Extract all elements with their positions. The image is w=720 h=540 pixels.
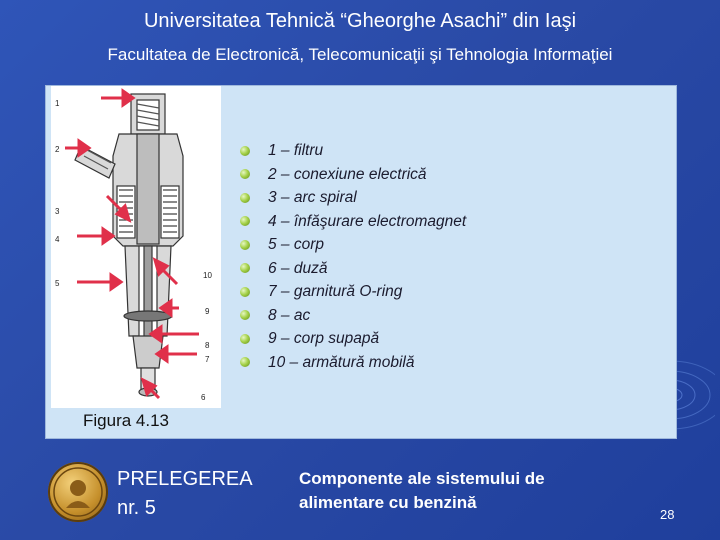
arrow-icon <box>151 327 199 341</box>
arrow-icon <box>157 347 197 361</box>
university-seal-icon <box>48 462 108 522</box>
arrow-icon <box>101 91 133 105</box>
figure-label: 3 <box>55 207 60 216</box>
figure-label: 1 <box>55 99 60 108</box>
lecture-title: PRELEGEREA <box>117 468 253 490</box>
list-item: 3 – arc spiral <box>238 186 466 210</box>
faculty-subtitle: Facultatea de Electronică, Telecomunicaţii şi Tehnologia Informaţiei <box>107 45 613 64</box>
list-item: 7 – garnitură O-ring <box>238 280 466 304</box>
figure-label: 10 <box>203 271 212 280</box>
figure-label: 6 <box>201 393 206 402</box>
topic-line: alimentare cu benzină <box>299 493 477 512</box>
component-list <box>238 139 466 374</box>
bullet-icon <box>240 287 250 297</box>
figure-label: 9 <box>205 307 210 316</box>
injector-diagram <box>51 86 221 408</box>
lecture-number-text: nr. 5 <box>117 497 156 519</box>
bullet-icon <box>240 169 250 179</box>
arrow-icon <box>77 229 113 243</box>
list-item: 2 – conexiune electrică <box>238 163 466 187</box>
list-item: 9 – corp supapă <box>238 327 466 351</box>
bullet-icon <box>240 310 250 320</box>
topic-line: Componente ale sistemului de <box>299 469 545 488</box>
bullet-icon <box>240 357 250 367</box>
lecture-topic <box>299 467 629 515</box>
bullet-icon <box>240 263 250 273</box>
list-item: 4 – înfăşurare electromagnet <box>238 210 466 234</box>
figure-caption: Figura 4.13 <box>83 411 169 430</box>
bullet-icon <box>240 146 250 156</box>
list-item: 1 – filtru <box>238 139 466 163</box>
figure-label: 4 <box>55 235 60 244</box>
bullet-icon <box>240 334 250 344</box>
figure-label: 2 <box>55 145 60 154</box>
figure-label: 7 <box>205 355 210 364</box>
figure-label: 8 <box>205 341 210 350</box>
lecture-number <box>117 465 253 523</box>
bullet-icon <box>240 240 250 250</box>
list-item: 8 – ac <box>238 304 466 328</box>
figure-label: 5 <box>55 279 60 288</box>
list-item: 6 – duză <box>238 257 466 281</box>
bullet-icon <box>240 193 250 203</box>
list-item: 5 – corp <box>238 233 466 257</box>
university-title: Universitatea Tehnică “Gheorghe Asachi” din Iaşi <box>143 10 577 32</box>
arrow-icon <box>77 275 121 289</box>
bullet-icon <box>240 216 250 226</box>
page-number: 28 <box>660 507 675 522</box>
list-item: 10 – armătură mobilă <box>238 351 466 375</box>
